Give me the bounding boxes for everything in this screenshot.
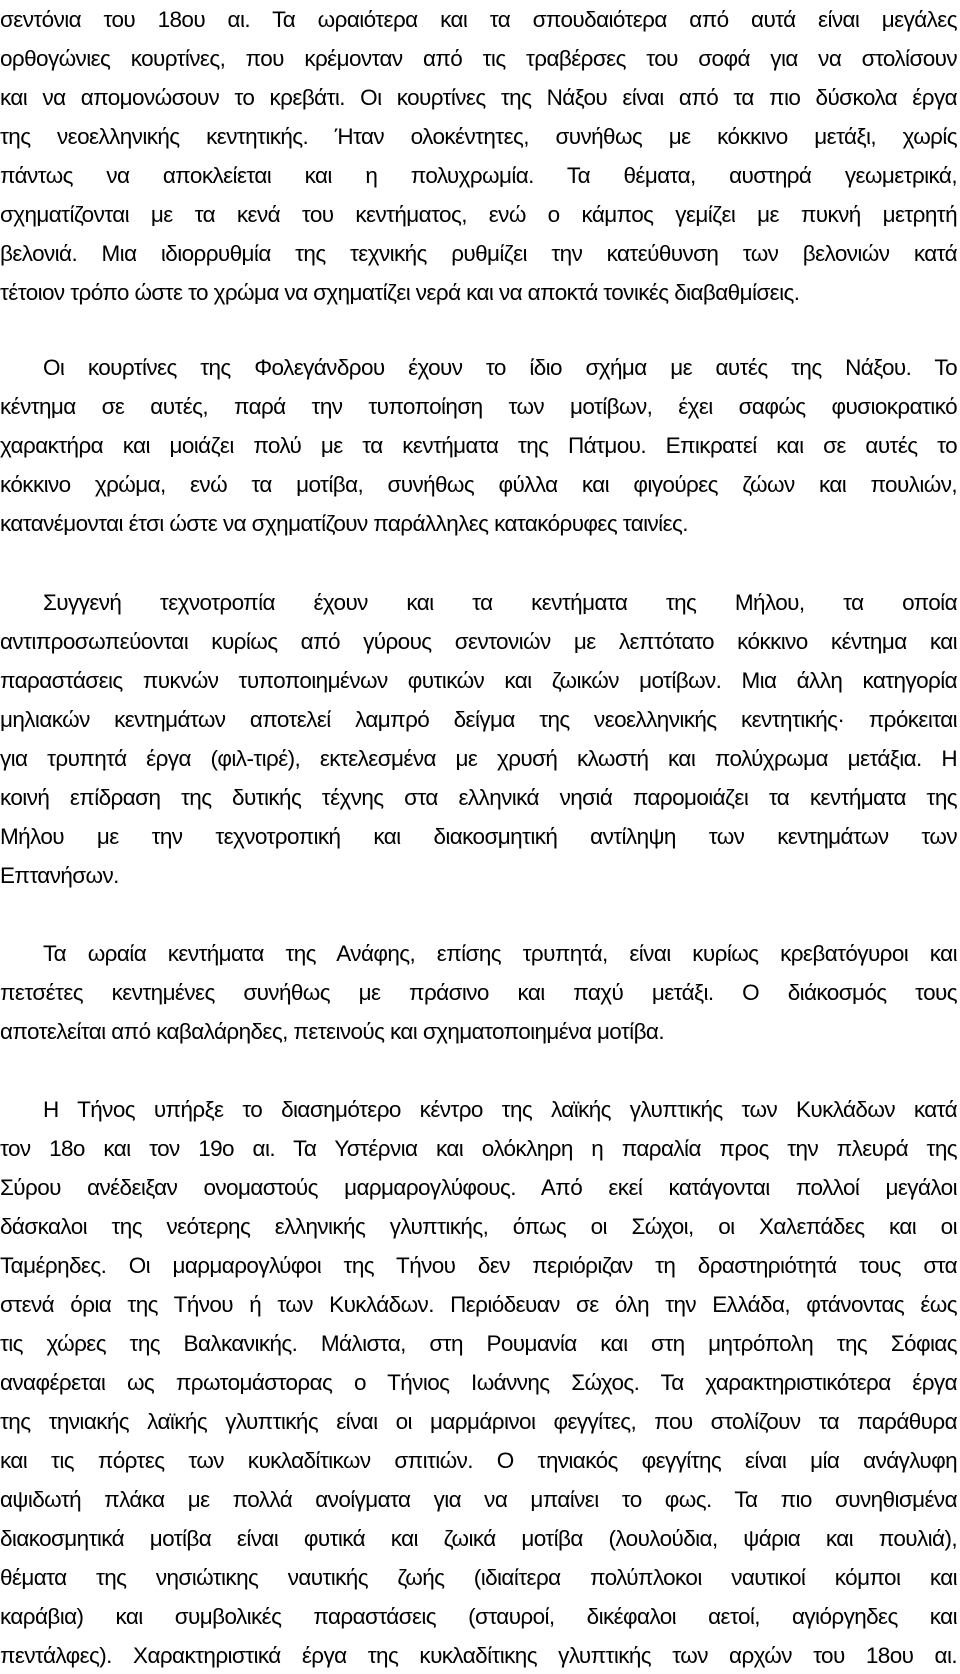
text-line: ορθογώνιες κουρτίνες, που κρέμονταν από τις τραβέρσες του σοφά για να στολίσουν — [0, 46, 957, 71]
paragraph-2 — [0, 348, 960, 543]
text-line: διακοσμητικά μοτίβα είναι φυτικά και ζωικά μοτίβα (λουλούδια, ψάρια και πουλιά), — [0, 1526, 957, 1551]
text-line: σχηματίζονται με τα κενά του κεντήματος, ενώ ο κάμπος γεμίζει με πυκνή μετρητή — [0, 202, 957, 227]
text-line: κοινή επίδραση της δυτικής τέχνης στα ελληνικά νησιά παρομοιάζει τα κεντήματα της — [0, 785, 957, 810]
text-line: κόκκινο χρώμα, ενώ τα μοτίβα, συνήθως φύλλα και φιγούρες ζώων και πουλιών, — [0, 472, 957, 497]
text-line: παραστάσεις πυκνών τυποποιημένων φυτικών και ζωικών μοτίβων. Μια άλλη κατηγορία — [0, 668, 957, 693]
text-line: πετσέτες κεντημένες συνήθως με πράσινο και παχύ μετάξι. Ο διάκοσμός τους — [0, 980, 957, 1005]
paragraph-3 — [0, 583, 960, 895]
text-line: τον 18ο και τον 19ο αι. Τα Υστέρνια και ολόκληρη η παραλία προς την πλευρά της — [0, 1136, 957, 1161]
text-line: καράβια) και συμβολικές παραστάσεις (σταυροί, δικέφαλοι αετοί, αγιόργηδες και — [0, 1604, 957, 1629]
text-line: αποτελείται από καβαλάρηδες, πετεινούς και σχηματοποιημένα μοτίβα. — [0, 1019, 664, 1044]
paragraph-4 — [0, 934, 960, 1051]
text-line: πάντως να αποκλείεται και η πολυχρωμία. Τα θέματα, αυστηρά γεωμετρικά, — [0, 163, 957, 188]
text-line: κατανέμονται έτσι ώστε να σχηματίζουν παράλληλες κατακόρυφες ταινίες. — [0, 511, 688, 536]
text-line: για τρυπητά έργα (φιλ-τιρέ), εκτελεσμένα με χρυσή κλωστή και πολύχρωμα μετάξια. Η — [0, 746, 957, 771]
text-line: μηλιακών κεντημάτων αποτελεί λαμπρό δείγμα της νεοελληνικής κεντητικής· πρόκειται — [0, 707, 957, 732]
text-line: βελονιά. Μια ιδιορρυθμία της τεχνικής ρυθμίζει την κατεύθυνση των βελονιών κατά — [0, 241, 957, 266]
text-line: δάσκαλοι της νεότερης ελληνικής γλυπτικής, όπως οι Σώχοι, οι Χαλεπάδες και οι — [0, 1214, 957, 1239]
text-line: στενά όρια της Τήνου ή των Κυκλάδων. Περιόδευαν σε όλη την Ελλάδα, φτάνοντας έως — [0, 1292, 957, 1317]
text-line: και τις πόρτες των κυκλαδίτικων σπιτιών. Ο τηνιακός φεγγίτης είναι μία ανάγλυφη — [0, 1448, 957, 1473]
text-line: της τηνιακής λαϊκής γλυπτικής είναι οι μαρμάρινοι φεγγίτες, που στολίζουν τα παράθυρα — [0, 1409, 957, 1434]
text-line: και να απομονώσουν το κρεβάτι. Οι κουρτίνες της Νάξου είναι από τα πιο δύσκολα έργα — [0, 85, 957, 110]
text-line: Επτανήσων. — [0, 863, 119, 888]
text-line: πεντάλφες). Χαρακτηριστικά έργα της κυκλαδίτικης γλυπτικής των αρχών του 18ου αι. — [0, 1643, 957, 1668]
text-line: αντιπροσωπεύονται κυρίως από γύρους σεντονιών με λεπτότατο κόκκινο κέντημα και — [0, 629, 957, 654]
text-line: θέματα της νησιώτικης ναυτικής ζωής (ιδιαίτερα πολύπλοκοι ναυτικοί κόμποι και — [0, 1565, 957, 1590]
text-line: κέντημα σε αυτές, παρά την τυποποίηση των μοτίβων, έχει σαφώς φυσιοκρατικό — [0, 394, 957, 419]
text-line: χαρακτήρα και μοιάζει πολύ με τα κεντήματα της Πάτμου. Επικρατεί και σε αυτές το — [0, 433, 957, 458]
text-line: Συγγενή τεχνοτροπία έχουν και τα κεντήματα της Μήλου, τα οποία — [43, 590, 957, 615]
text-line: Τα ωραία κεντήματα της Ανάφης, επίσης τρυπητά, είναι κυρίως κρεβατόγυροι και — [43, 941, 957, 966]
paragraph-5 — [0, 1090, 960, 1674]
text-line: Οι κουρτίνες της Φολεγάνδρου έχουν το ίδιο σχήμα με αυτές της Νάξου. Το — [43, 355, 957, 380]
text-line: Σύρου ανέδειξαν ονομαστούς μαρμαρογλύφους. Από εκεί κατάγονται πολλοί μεγάλοι — [0, 1175, 957, 1200]
text-line: τέτοιον τρόπο ώστε το χρώμα να σχηματίζει νερά και να αποκτά τονικές διαβαθμίσεις. — [0, 280, 800, 305]
text-line: τις χώρες της Βαλκανικής. Μάλιστα, στη Ρουμανία και στη μητρόπολη της Σόφιας — [0, 1331, 957, 1356]
text-line: της νεοελληνικής κεντητικής. Ήταν ολοκέντητες, συνήθως με κόκκινο μετάξι, χωρίς — [0, 124, 957, 149]
text-line: αψιδωτή πλάκα με πολλά ανοίγματα για να μπαίνει το φως. Τα πιο συνηθισμένα — [0, 1487, 957, 1512]
text-line: Ταμέρηδες. Οι μαρμαρογλύφοι της Τήνου δεν περιόριζαν τη δραστηριότητά τους στα — [0, 1253, 957, 1278]
text-line: Η Τήνος υπήρξε το διασημότερο κέντρο της λαϊκής γλυπτικής των Κυκλάδων κατά — [43, 1097, 957, 1122]
paragraph-1 — [0, 0, 960, 312]
text-line: σεντόνια του 18ου αι. Τα ωραιότερα και τα σπουδαιότερα από αυτά είναι μεγάλες — [0, 7, 957, 32]
text-line: αναφέρεται ως πρωτομάστορας ο Τήνιος Ιωάννης Σώχος. Τα χαρακτηριστικότερα έργα — [0, 1370, 957, 1395]
text-line: Μήλου με την τεχνοτροπική και διακοσμητική αντίληψη των κεντημάτων των — [0, 824, 957, 849]
